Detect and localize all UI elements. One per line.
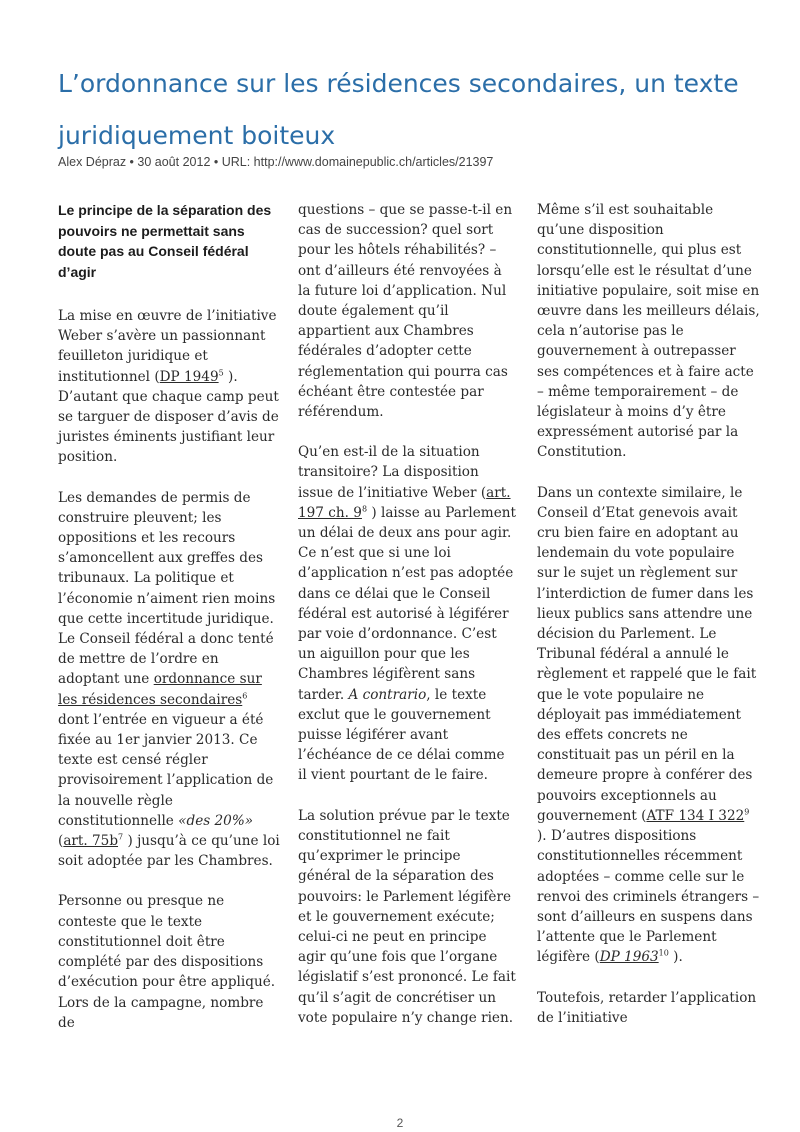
- footnote-link[interactable]: ordonnance sur les résidences secondaires: [58, 671, 262, 708]
- footnote-link[interactable]: DP 1963: [599, 949, 659, 966]
- footnote-marker: 6: [242, 691, 248, 701]
- footnote-link[interactable]: ATF 134 I 322: [646, 807, 745, 824]
- paragraph: La mise en œuvre de l’initiative Weber s’avère un passionnant feuilleton juridique et institutionnel (DP 1949$^5$ ). D’autant que chaque camp peut se targuer de disposer d’avis de juristes éminents justifiant leur position.: [58, 308, 279, 466]
- paragraph: questions – que se passe-t-il en cas de succession? quel sort pour les hôtels réhabilités? – ont d’ailleurs été renvoyées à la future loi d’application. Nul doute également qu’il appartient aux Chambres fédérales d’adopter cette réglementation qui pourra cas échéant être contestée par référendum.: [298, 202, 513, 421]
- column-1: [58, 200, 280, 1033]
- paragraph: La solution prévue par le texte constitutionnel ne fait qu’exprimer le principe général de la séparation des pouvoirs: le Parlement légifère et le gouvernement exécute; celui-ci ne peut en principe agir qu’une fois que l’organe législatif s’est prononcé. Le fait qu’il s’agit de concrétiser un vote populaire n’y change rien.: [298, 807, 516, 1026]
- paragraph: Les demandes de permis de construire pleuvent; les oppositions et les recours s’amoncellent aux greffes des tribunaux. La politique et l’économie n’aiment rien moins que cette incertitude juridique. Le Conseil fédéral a donc tenté de mettre de l’ordre en adoptant une ordonnance sur les résidences secondaires$^6$ dont l’entrée en vigueur a été fixée au 1er janvier 2013. Ce texte est censé régler provisoirement l’application de la nouvelle règle constitutionnelle «des 20%» (art. $75b^7$ ) jusqu’à ce qu’une loi soit adoptée par les Chambres.: [58, 489, 280, 870]
- emphasis: A contrario: [348, 686, 427, 703]
- footnote-link[interactable]: art. 75b: [63, 833, 119, 850]
- footnote-marker: 5: [218, 368, 224, 378]
- column-2: [298, 200, 516, 1028]
- footnote-link[interactable]: DP 1949: [159, 368, 219, 385]
- article-title: L’ordonnance sur les résidences secondaires, un texte juridiquement boiteux: [58, 69, 739, 150]
- article-byline: Alex Dépraz • 30 août 2012 • URL: http://www.domainepublic.ch/articles/21397: [58, 155, 494, 169]
- paragraph: Dans un contexte similaire, le Conseil d’Etat genevois avait cru bien faire en adoptant au lendemain du vote populaire sur le sujet un règlement sur l’interdiction de fumer dans les lieux publics sans attendre une décision du Parlement. Le Tribunal fédéral a annulé le règlement et rappelé que le fait que le vote populaire ne déployait pas immédiatement des effets concrets ne constituait pas un péril en la demeure propre à conférer des pouvoirs exceptionnels au gouvernement (ATF 134 I $322^9$ ). D’autres dispositions constitutionnelles récemment adoptées – comme celle sur le renvoi des criminels étrangers – sont d’ailleurs en suspens dans l’attente que le Parlement légifère (DP 1963$^{10}$ ).: [537, 484, 760, 966]
- footnote-marker: 10: [658, 948, 669, 958]
- footnote-link[interactable]: art. 197 ch. 9: [298, 484, 511, 521]
- page-number: 2: [396, 1116, 404, 1130]
- footnote-marker: 8: [361, 504, 368, 514]
- column-3: [537, 200, 761, 1028]
- paragraph: Qu’en est-il de la situation transitoire? La disposition issue de l’initiative Weber (art. 197 ch. $9^8$ ) laisse au Parlement un délai de deux ans pour agir. Ce n’est que si une loi d’application n’est pas adoptée dans ce délai que le Conseil fédéral est autorisé à légiférer par voie d’ordonnance. C’est un aiguillon pour que les Chambres légifèrent sans tarder. A contrario, le texte exclut que le gouvernement puisse légiférer avant l’échéance de ce délai comme il vient pourtant de le faire.: [298, 444, 516, 784]
- paragraph: Toutefois, retarder l’application de l’initiative: [537, 989, 757, 1026]
- article-lead: Le principe de la séparation des pouvoirs ne permettait sans doute pas au Conseil fédéral d’agir: [58, 202, 272, 280]
- paragraph: Même s’il est souhaitable qu’une disposition constitutionnelle, qui plus est lorsqu’elle est le résultat d’une initiative populaire, soit mise en œuvre dans les meilleurs délais, cela n’autorise pas le gouvernement à outrepasser ses compétences et à faire acte – même temporairement – de législateur à moins d’y être expressément autorisé par la Constitution.: [537, 202, 760, 461]
- footnote-marker: 9: [744, 807, 750, 817]
- footnote-marker: 7: [118, 832, 124, 842]
- paragraph: Personne ou presque ne conteste que le texte constitutionnel doit être complété par des dispositions d’exécution pour être appliqué. Lors de la campagne, nombre de: [58, 893, 276, 1031]
- emphasis: «des 20%»: [178, 812, 254, 829]
